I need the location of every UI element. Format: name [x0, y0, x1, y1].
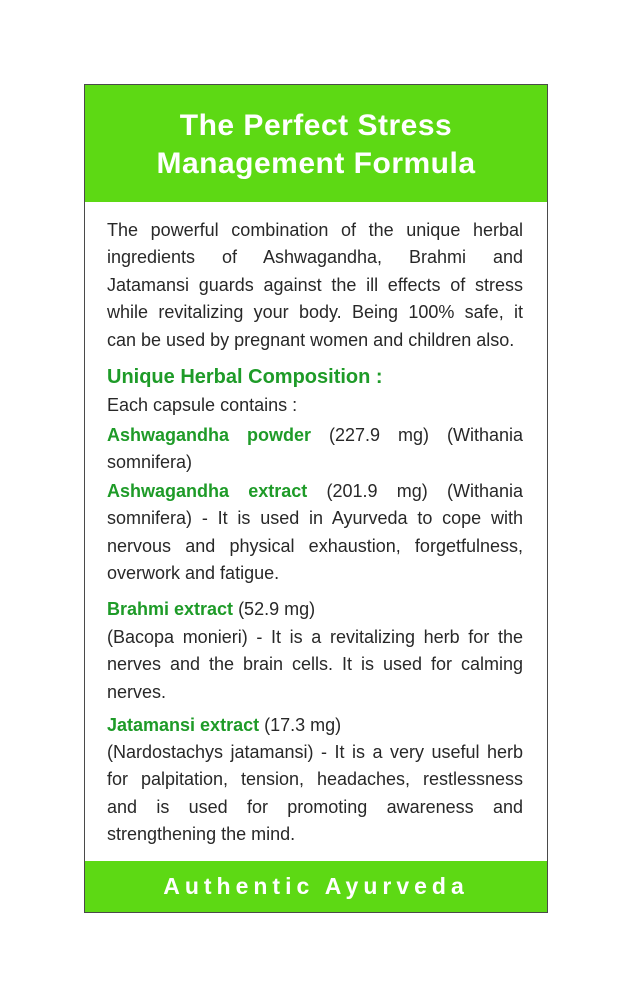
body-text: (227.9 mg) (Withania [311, 425, 523, 445]
text-line [107, 794, 523, 821]
body-text: somnifera) [107, 452, 193, 473]
header-banner [85, 85, 547, 202]
body-text: strengthening the mind. [107, 824, 296, 845]
body-text: while revitalizing your body. Being 100% safe, it [107, 302, 523, 323]
text-line [107, 679, 523, 706]
body-text: (201.9 mg) (Withania [307, 481, 523, 501]
body-text: The powerful combination of the unique herbal [107, 220, 523, 240]
body-text: (52.9 mg) [233, 599, 316, 619]
text-line [107, 766, 523, 793]
text-line [107, 739, 523, 766]
body-text: (Nardostachys jatamansi) - It is a very useful herb [107, 742, 523, 762]
product-title-line-1: The Perfect Stress [179, 109, 453, 142]
body-text: (Bacopa monieri) - It is a revitalizing herb for the [107, 627, 523, 647]
text-line [107, 299, 523, 326]
text-line [107, 651, 523, 678]
body-text: somnifera) - It is used in Ayurveda to cope with [107, 508, 523, 529]
text-line [107, 821, 523, 848]
text-line [107, 596, 523, 623]
body-text: nerves and the brain cells. It is used for calming [107, 654, 523, 675]
product-title [85, 85, 547, 183]
body-text: for palpitation, tension, headaches, restlessness [107, 769, 523, 790]
ingredient-jatamansi-description [107, 739, 523, 849]
body-text: ingredients of Ashwagandha, Brahmi and [107, 247, 523, 268]
footer-label: Authentic Ayurveda [163, 873, 469, 899]
ingredient-name-text: Brahmi extract [107, 599, 234, 619]
product-title-line-2: Management Formula [156, 147, 476, 180]
body-text: overwork and fatigue. [107, 563, 280, 584]
body-text: nervous and physical exhaustion, forgetfulness, [107, 535, 523, 556]
composition-heading: Unique Herbal Composition : [107, 366, 383, 388]
body-text: Jatamansi guards against the ill effects of stress [107, 274, 523, 295]
text-line [107, 422, 523, 449]
body-text: can be used by pregnant women and children also. [107, 329, 515, 350]
text-line [107, 217, 523, 244]
text-line [107, 272, 523, 299]
body-text: (17.3 mg) [259, 715, 342, 735]
footer-banner [85, 861, 547, 912]
text-line [107, 712, 523, 739]
text-line [107, 478, 523, 505]
composition-subheading: Each capsule contains : [107, 395, 298, 415]
text-line [107, 244, 523, 271]
ingredient-name-text: Ashwagandha extract [107, 481, 308, 501]
ingredient-ashwagandha-extract [107, 478, 523, 588]
intro-paragraph [107, 217, 523, 354]
ingredient-brahmi-description [107, 624, 523, 706]
ingredient-name-text: Jatamansi extract [107, 715, 260, 735]
text-line [107, 327, 523, 354]
text-line [107, 449, 523, 476]
text-line [107, 624, 523, 651]
text-line [107, 560, 523, 587]
ingredient-jatamansi-name [107, 712, 523, 739]
body-text: and is used for promoting awareness and [107, 796, 523, 817]
label-card [84, 84, 548, 913]
ingredient-brahmi-name [107, 596, 523, 623]
ingredient-ashwagandha-powder [107, 422, 523, 477]
ingredient-name-text: Ashwagandha powder [107, 425, 311, 445]
text-line [107, 533, 523, 560]
body-text: nerves. [107, 681, 167, 702]
text-line [107, 505, 523, 532]
